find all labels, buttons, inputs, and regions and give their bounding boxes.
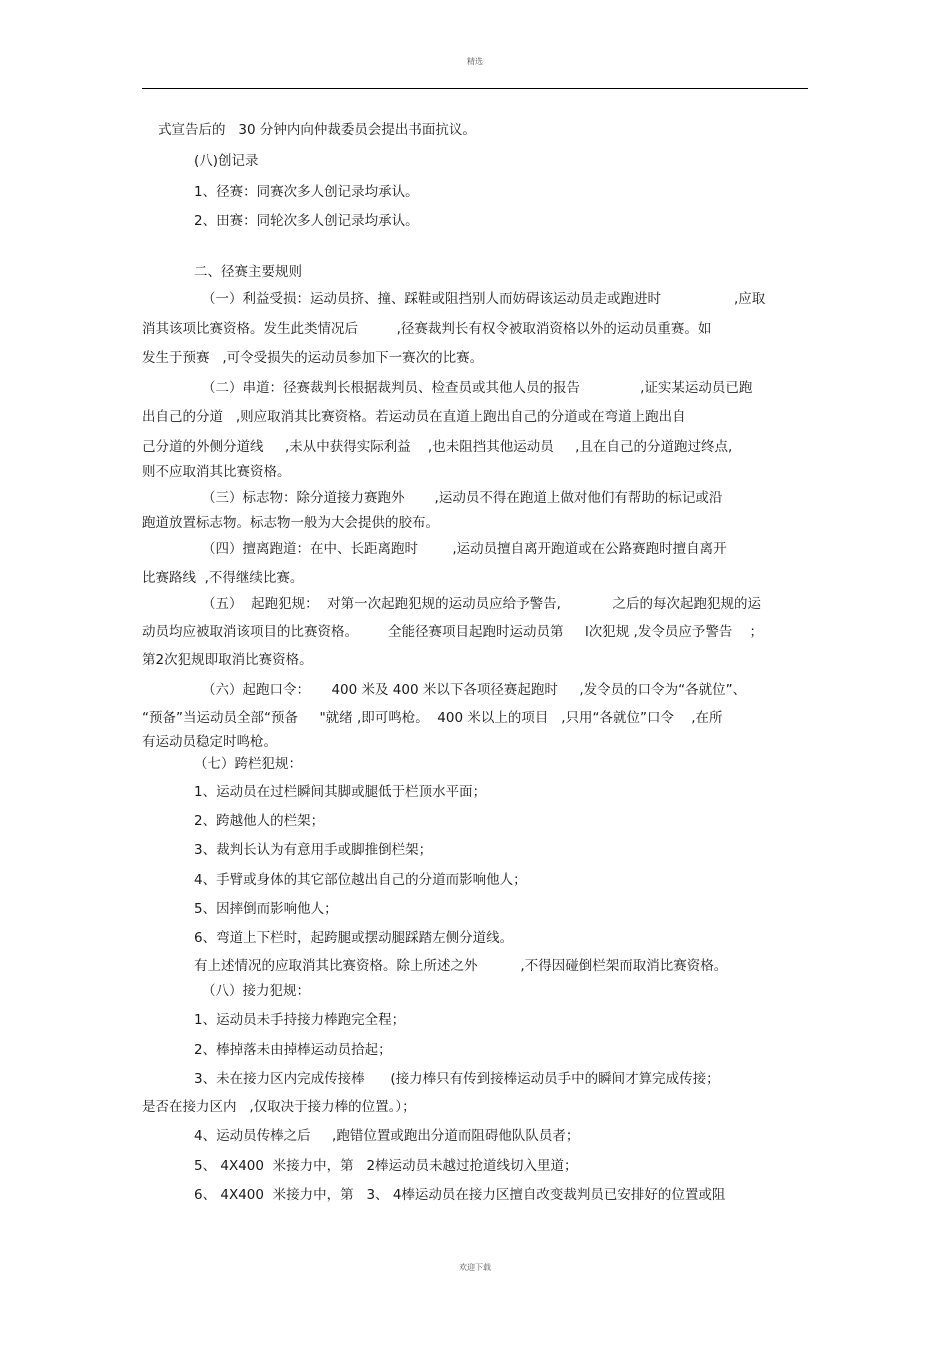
- text-line: 出自己的分道 ,则应取消其比赛资格。若运动员在直道上跑出自己的分道或在弯道上跑出自: [142, 409, 686, 425]
- text-line: （六）起跑口令： 400 米及 400 米以下各项径赛起跑时 ,发令员的口令为“各就位”、: [202, 682, 747, 698]
- text-line: 3、未在接力区内完成传接棒 (接力棒只有传到接棒运动员手中的瞬间才算完成传接；: [194, 1071, 720, 1087]
- text-line: 2、田赛：同轮次多人创记录均承认。: [194, 213, 419, 229]
- text-line: （二）串道：径赛裁判长根据裁判员、检查员或其他人员的报告 ,证实某运动员已跑: [202, 380, 753, 396]
- text-line: 消其该项比赛资格。发生此类情况后 ,径赛裁判长有权令被取消资格以外的运动员重赛。如: [142, 321, 712, 337]
- text-line: 己分道的外侧分道线 ,未从中获得实际利益 ,也未阻挡其他运动员 ,且在自己的分道跑过终点,: [142, 439, 733, 455]
- text-line: 是否在接力区内 ,仅取决于接力棒的位置。）；: [142, 1099, 416, 1115]
- page-footer: 欢迎下载: [459, 1263, 491, 1272]
- text-line: 5、 4X400 米接力中，第 2棒运动员未越过抢道线切入里道；: [194, 1158, 578, 1174]
- text-line: 6、 4X400 米接力中，第 3、 4棒运动员在接力区擅自改变裁判员已安排好的位置或阻: [194, 1187, 726, 1203]
- text-line: 5、因摔倒而影响他人；: [194, 901, 338, 917]
- text-line: 4、手臂或身体的其它部位越出自己的分道而影响他人；: [194, 872, 527, 888]
- text-line: 动员均应被取消该项目的比赛资格。 全能径赛项目起跑时运动员第 l次犯规 ,发令员应予警告 ；: [142, 624, 763, 640]
- text-line: 1、运动员在过栏瞬间其脚或腿低于栏顶水平面；: [194, 784, 487, 800]
- text-line: （三）标志物：除分道接力赛跑外 ,运动员不得在跑道上做对他们有帮助的标记或沿: [202, 490, 723, 506]
- text-line: 式宣告后的 30 分钟内向仲裁委员会提出书面抗议。: [158, 122, 476, 138]
- text-line: （八）接力犯规：: [202, 983, 310, 999]
- text-line: “预备”当运动员全部“预备 "就绪 ,即可鸣枪。 400 米以上的项目 ,只用“各就位”口令 ,在所: [142, 710, 723, 726]
- text-line: 跑道放置标志物。标志物一般为大会提供的胶布。: [142, 515, 439, 531]
- text-line: （五） 起跑犯规： 对第一次起跑犯规的运动员应给予警告, 之后的每次起跑犯规的运: [202, 596, 761, 612]
- text-line: 1、运动员未手持接力棒跑完全程；: [194, 1012, 406, 1028]
- text-line: （七）跨栏犯规：: [194, 756, 302, 772]
- text-line: 4、运动员传棒之后 ,跑错位置或跑出分道而阻碍他队队员者；: [194, 1128, 580, 1144]
- text-line: 二、径赛主要规则: [194, 264, 302, 280]
- text-line: 则不应取消其比赛资格。: [142, 464, 291, 480]
- text-line: 有上述情况的应取消其比赛资格。除上所述之外 ,不得因碰倒栏架而取消比赛资格。: [194, 958, 728, 974]
- text-line: 3、裁判长认为有意用手或脚推倒栏架；: [194, 842, 433, 858]
- text-line: 有运动员稳定时鸣枪。: [142, 734, 277, 750]
- text-line: 第2次犯规即取消比赛资格。: [142, 652, 313, 668]
- page-header: 精选: [467, 57, 483, 66]
- text-line: 发生于预赛 ,可令受损失的运动员参加下一赛次的比赛。: [142, 350, 484, 366]
- text-line: 1、径赛：同赛次多人创记录均承认。: [194, 184, 419, 200]
- text-line: 比赛路线 ,不得继续比赛。: [142, 570, 304, 586]
- text-line: (八)创记录: [194, 153, 259, 169]
- header-divider: [142, 88, 808, 89]
- text-line: 2、跨越他人的栏架；: [194, 813, 325, 829]
- text-line: 6、弯道上下栏时，起跨腿或摆动腿踩踏左侧分道线。: [194, 930, 514, 946]
- text-line: 2、棒掉落未由掉棒运动员拾起；: [194, 1042, 392, 1058]
- text-line: （四）擅离跑道：在中、长距离跑时 ,运动员擅自离开跑道或在公路赛跑时擅自离开: [202, 541, 727, 557]
- text-line: （一）利益受损：运动员挤、撞、踩鞋或阻挡别人而妨碍该运动员走或跑进时 ,应取: [202, 291, 766, 307]
